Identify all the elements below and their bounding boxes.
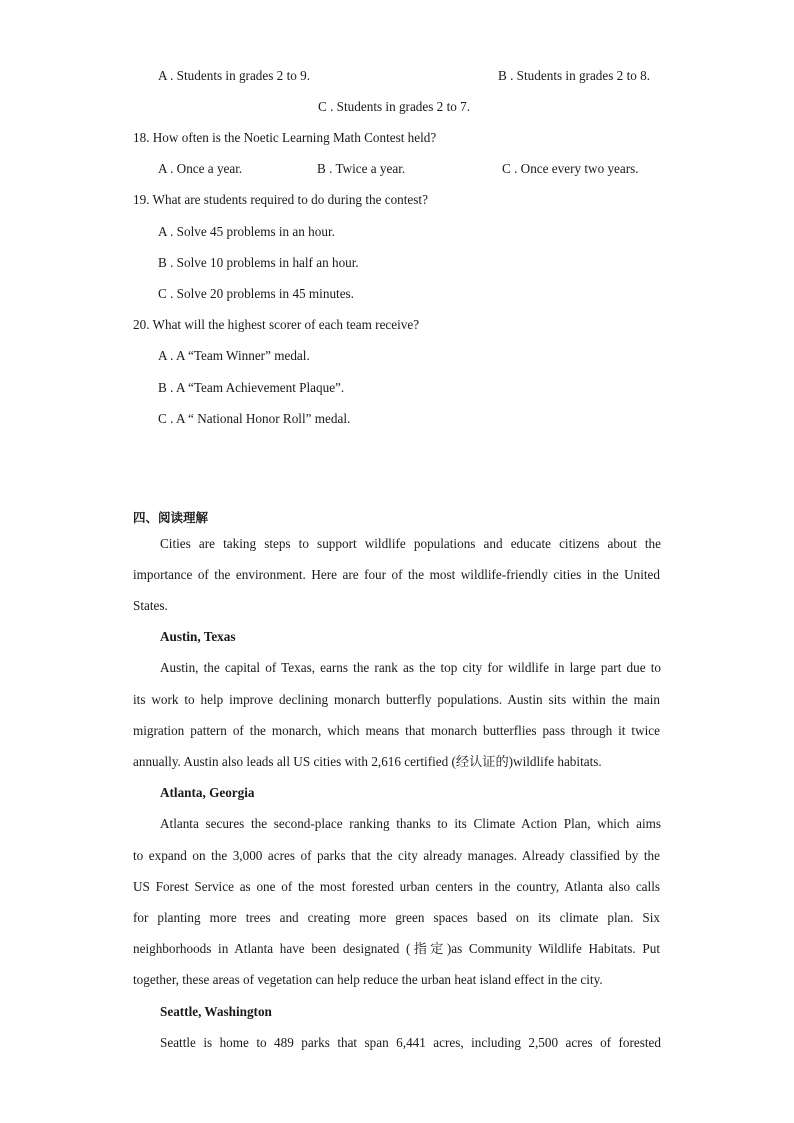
q20-option-b: B . A “Team Achievement Plaque”. [158, 380, 345, 395]
q19-option-a: A . Solve 45 problems in an hour. [158, 224, 335, 239]
austin-line-4: annually. Austin also leads all US cities with 2,616 certified (经认证的)wildlife habitats. [133, 754, 602, 769]
atlanta-line-3: US Forest Service as one of the most forested urban centers in the country, Atlanta also calls [133, 879, 660, 894]
q18-option-c: C . Once every two years. [502, 161, 639, 176]
seattle-title: Seattle, Washington [160, 1004, 272, 1019]
atlanta-line-2: to expand on the 3,000 acres of parks that the city already manages. Already classified by the [133, 848, 660, 863]
atlanta-title: Atlanta, Georgia [160, 785, 255, 800]
q20-stem: 20. What will the highest scorer of each team receive? [133, 317, 420, 332]
q20-option-a: A . A “Team Winner” medal. [158, 348, 310, 363]
q17-option-c: C . Students in grades 2 to 7. [318, 99, 471, 114]
intro-line-3: States. [133, 598, 168, 613]
q18-stem: 18. How often is the Noetic Learning Math Contest held? [133, 130, 437, 145]
atlanta-line-5: neighborhoods in Atlanta have been designated (指定)as Community Wildlife Habitats. Put [133, 941, 660, 956]
atlanta-line-6: together, these areas of vegetation can help reduce the urban heat island effect in the city. [133, 972, 603, 987]
q19-option-c: C . Solve 20 problems in 45 minutes. [158, 286, 354, 301]
q20-option-c: C . A “ National Honor Roll” medal. [158, 411, 351, 426]
q17-option-a: A . Students in grades 2 to 9. [158, 68, 311, 83]
section-heading: 四、阅读理解 [133, 510, 209, 525]
atlanta-line-4: for planting more trees and creating more green spaces based on its climate plan. Six [133, 910, 660, 925]
austin-line-1: Austin, the capital of Texas, earns the rank as the top city for wildlife in large part due to [160, 660, 661, 675]
austin-line-2: its work to help improve declining monarch butterfly populations. Austin sits within the main [133, 692, 660, 707]
austin-line-3: migration pattern of the monarch, which means that monarch butterflies pass through it twice [133, 723, 660, 738]
q17-option-b: B . Students in grades 2 to 8. [498, 68, 651, 83]
q18-option-b: B . Twice a year. [317, 161, 406, 176]
austin-title: Austin, Texas [160, 629, 236, 644]
seattle-line-1: Seattle is home to 489 parks that span 6,441 acres, including 2,500 acres of forested [160, 1035, 661, 1050]
q18-option-a: A . Once a year. [158, 161, 243, 176]
intro-line-1: Cities are taking steps to support wildlife populations and educate citizens about the [160, 536, 661, 551]
q19-stem: 19. What are students required to do during the contest? [133, 192, 428, 207]
q19-option-b: B . Solve 10 problems in half an hour. [158, 255, 359, 270]
atlanta-line-1: Atlanta secures the second-place ranking thanks to its Climate Action Plan, which aims [160, 816, 661, 831]
intro-line-2: importance of the environment. Here are four of the most wildlife-friendly cities in the United [133, 567, 660, 582]
